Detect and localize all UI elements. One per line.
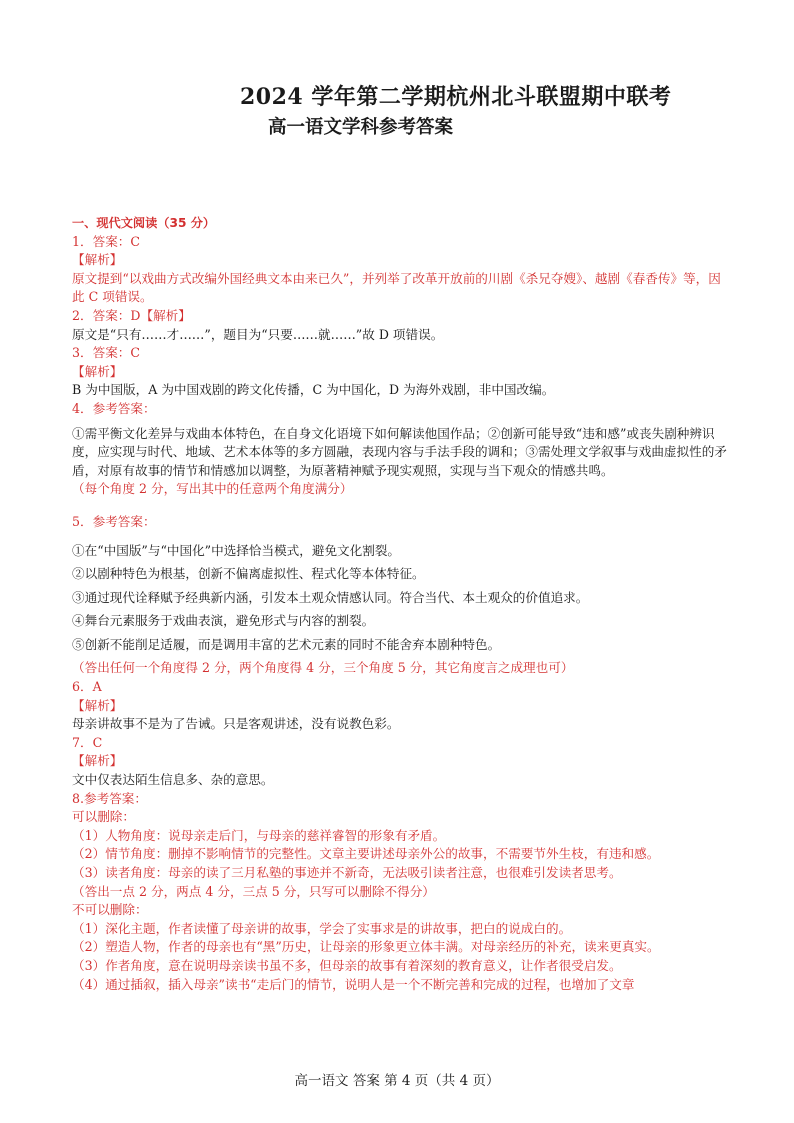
- q2-answer: 2．答案：D【解析】: [72, 307, 191, 323]
- q1-analysis-label: 【解析】: [72, 252, 123, 268]
- q8-cannot-delete-item: （3）作者角度，意在说明母亲读书虽不多，但母亲的故事有着深刻的教育意义，让作者很受启发。: [72, 957, 622, 973]
- q5-point: ①在“中国版”与“中国化”中选择恰当模式，避免文化割裂。: [72, 542, 401, 558]
- q2-analysis: 原文是“只有……才……”，题目为“只要……就……”故 D 项错误。: [72, 326, 444, 342]
- answer-content: [72, 214, 732, 994]
- q6-analysis: 母亲讲故事不是为了告诫。只是客观讲述，没有说教色彩。: [72, 716, 400, 732]
- q8-cannot-delete-item: （1）深化主题，作者读懂了母亲讲的故事，学会了实事求是的讲故事，把白的说成白的。: [72, 920, 572, 936]
- q3-analysis: B 为中国版，A 为中国戏剧的跨文化传播，C 为中国化，D 为海外戏剧，非中国改编。: [72, 382, 555, 398]
- q8-cannot-delete-label: 不可以删除：: [72, 902, 148, 918]
- q5-point: ④舞台元素服务于戏曲表演，避免形式与内容的割裂。: [72, 613, 375, 629]
- page-title: 2024 学年第二学期杭州北斗联盟期中联考: [240, 84, 672, 110]
- section-heading: 一、现代文阅读（35 分）: [72, 216, 216, 230]
- q7-analysis-label: 【解析】: [72, 753, 123, 769]
- q8-can-delete-item: （3）读者角度：母亲的读了三月私塾的事迹并不新奇，无法吸引读者注意，也很难引发读者思考。: [72, 865, 622, 880]
- q3-analysis-label: 【解析】: [72, 363, 123, 379]
- q5-point: ③通过现代诠释赋予经典新内涵，引发本土观众情感认同。符合当代、本土观众的价值追求。: [72, 589, 589, 605]
- q8-can-delete-label: 可以删除：: [72, 809, 135, 825]
- q4-body: ①需平衡文化差异与戏曲本体特色，在自身文化语境下如何解读他国作品；②创新可能导致“违和感”或丧失剧种辨识度，应实现与时代、地域、艺术本体等的多方圆融，表现内容与手法手段的调和；③需处理文学叙事与戏曲虚拟性的矛盾，对原有故事的情节和情感加以调整，为原著精神赋予现实观照，实现与当下观众的情感共鸣。: [72, 425, 727, 478]
- q7-analysis: 文中仅表达陌生信息多、杂的意思。: [72, 772, 274, 788]
- q5-answer: 5．参考答案：: [72, 513, 156, 529]
- q8-can-delete-item: （2）情节角度：删掉不影响情节的完整性。文章主要讲述母亲外公的故事，不需要节外生枝，有违和感。: [72, 846, 660, 862]
- q3-answer: 3．答案：C: [72, 345, 141, 361]
- q7-answer: 7．C: [72, 734, 103, 750]
- page-footer: 高一语文 答案 第 4 页（共 4 页）: [294, 1073, 500, 1089]
- q4-note: （每个角度 2 分，写出其中的任意两个角度满分）: [72, 481, 353, 497]
- q8-answer: 8.参考答案：: [72, 790, 147, 806]
- q8-can-delete-item: （1）人物角度：说母亲走后门，与母亲的慈祥睿智的形象有矛盾。: [72, 827, 446, 843]
- q5-point: ②以剧种特色为根基，创新不偏离虚拟性、程式化等本体特征。: [72, 566, 425, 582]
- q6-answer: 6．A: [72, 679, 102, 695]
- q6-analysis-label: 【解析】: [72, 697, 123, 713]
- q5-note: （答出任何一个角度得 2 分，两个角度得 4 分，三个角度 5 分，其它角度言之成理也可）: [72, 660, 574, 676]
- q8-cannot-delete-item: （4）通过插叙，插入母亲”读书“走后门的情节，说明人是一个不断完善和完成的过程，也增加了文章: [72, 976, 635, 992]
- q4-answer: 4．参考答案：: [72, 400, 156, 416]
- q8-cannot-delete-item: （2）塑造人物，作者的母亲也有“黑”历史，让母亲的形象更立体丰满。对母亲经历的补充，读来更真实。: [72, 939, 660, 955]
- q1-answer: 1．答案：C: [72, 233, 141, 249]
- q5-point: ⑤创新不能削足适履，而是调用丰富的艺术元素的同时不能舍弃本剧种特色。: [72, 636, 501, 652]
- page-subtitle: 高一语文学科参考答案: [268, 117, 454, 138]
- q1-analysis: 原文提到“以戏曲方式改编外国经典文本由来已久”，并列举了改革开放前的川剧《杀兄夺嫂》、越剧《春香传》等，因此 C 项错误。: [72, 270, 721, 305]
- q8-can-delete-note: （答出一点 2 分，两点 4 分，三点 5 分，只写可以删除不得分）: [72, 883, 435, 899]
